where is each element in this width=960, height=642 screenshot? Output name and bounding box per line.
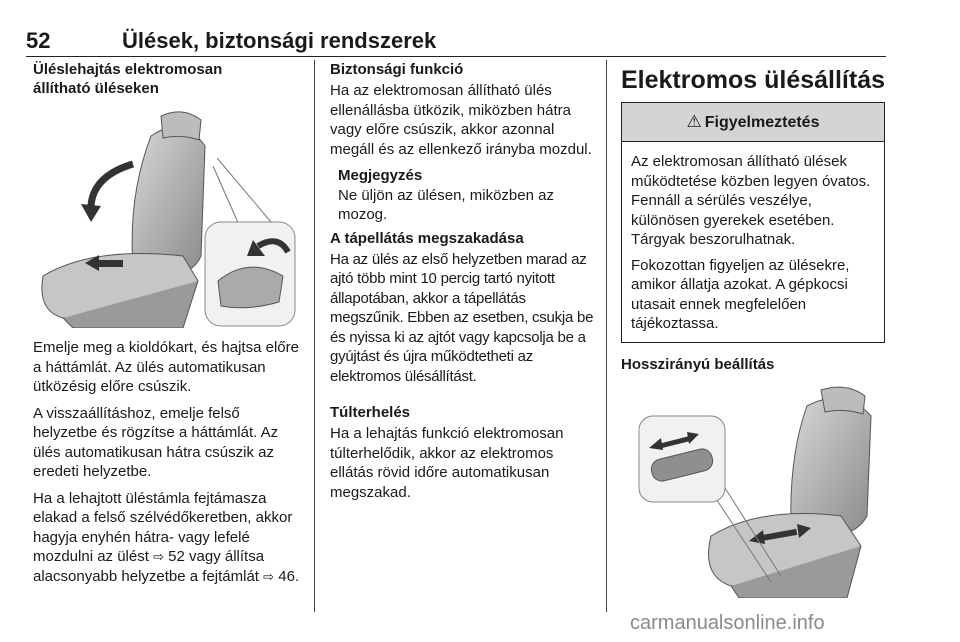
heading-line-1: Üléslehajtás elektromosan <box>33 61 223 78</box>
longitudinal-heading: Hosszirányú beállítás <box>621 355 775 373</box>
column-divider-2 <box>606 60 607 612</box>
safety-text: Ha az elektromosan állítható ülés ellenállásba ütközik, miközben hátra vagy előre csúszik, akkor azonnal megáll és az ellenkező irányba mozdul. <box>330 82 592 158</box>
page-number: 52 <box>26 28 51 53</box>
column-2 <box>330 60 598 509</box>
section-heading-seat-fold <box>33 60 301 98</box>
warning-box <box>621 102 885 343</box>
seat-fold-illustration <box>33 106 299 328</box>
safety-heading: Biztonsági funkció <box>330 61 464 78</box>
warning-title: Figyelmeztetés <box>704 114 820 131</box>
column-divider-1 <box>314 60 315 612</box>
page-ref-arrow-icon: ⇨ <box>153 549 164 564</box>
page-ref-52[interactable]: 52 <box>168 548 185 565</box>
section-title: Elektromos ülésállítás <box>621 66 886 94</box>
page-ref-arrow-icon: ⇨ <box>263 568 275 584</box>
headrest-text-a: Ha a lehajtott üléstámla fejtámasza elakad a felső szélvédőkeretben, akkor hagyja enyhén hátra- vagy lefelé mozdulni az ülést <box>33 489 293 565</box>
warning-triangle-icon: ⚠ <box>686 112 702 131</box>
warning-text-2: Fokozottan figyeljen az ülésekre, amikor állatja azokat. A gépkocsi utasait ennek megfelelően tájékoztassa. <box>631 256 850 332</box>
headrest-text-b: vagy állítsa alacsonyabb helyzetbe a fejtámlát <box>33 548 265 585</box>
watermark: carmanualsonline.info <box>630 612 825 634</box>
reset-instruction: A visszaállításhoz, emelje felső helyzetbe és rögzítse a háttámlát. Az ülés automatikusan hátra csúszik az eredeti helyzetbe. <box>33 404 279 480</box>
power-text: Ha az ülés az első helyzetben marad az ajtó több mint 10 percig tartó nyitott állapotában, akkor a tápellátás megszűnik. Ebben az esetben, csukja be és nyissa ki az ajtót vagy kapcsolja be a gyújtást és újra működtetheti az elektromos ülésállítást. <box>330 250 594 385</box>
warning-body <box>622 142 884 342</box>
headrest-instruction <box>33 489 301 587</box>
column-1 <box>33 60 301 593</box>
overload-heading: Túlterhelés <box>330 404 411 421</box>
page-header <box>26 28 886 57</box>
overload-text: Ha a lehajtás funkció elektromosan túlterhelődik, akkor az elektromos ellátás rövid időre automatikusan megszakad. <box>330 425 564 501</box>
warning-header <box>622 103 884 142</box>
page-ref-46[interactable]: 46. <box>278 567 300 585</box>
column-3 <box>621 60 887 598</box>
fold-instruction: Emelje meg a kioldókart, és hajtsa előre a háttámlát. Az ülés automatikusan ütközésig előre csúszik. <box>33 339 299 395</box>
page-title: Ülések, biztonsági rendszerek <box>122 28 437 53</box>
warning-text-1: Az elektromosan állítható ülések működtetése közben legyen óvatos. Fennáll a sérülés veszélye, különösen gyerekek esetében. Tárgyak beszorulhatnak. <box>631 153 871 248</box>
longitudinal-adjust-illustration <box>621 386 885 598</box>
power-heading: A tápellátás megszakadása <box>330 229 524 247</box>
note-text: Ne üljön az ülésen, miközben az mozog. <box>338 186 554 223</box>
note-title: Megjegyzés <box>338 167 423 184</box>
heading-line-2: állítható üléseken <box>33 80 159 97</box>
note-box <box>338 166 598 225</box>
